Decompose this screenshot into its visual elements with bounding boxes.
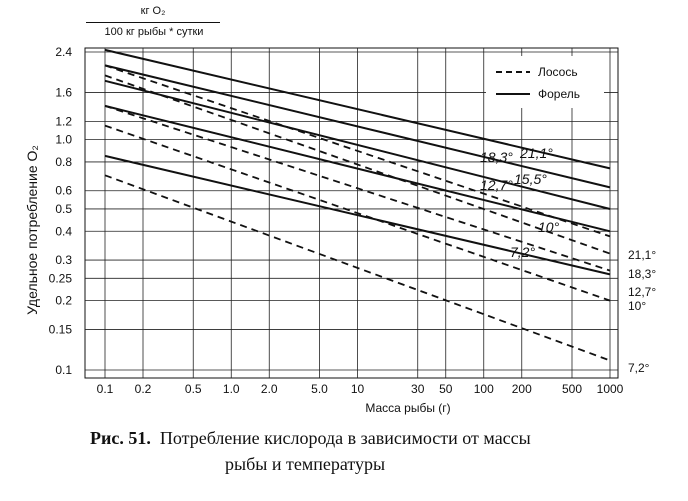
y-tick-label: 0.25 — [48, 271, 72, 286]
x-tick-label: 50 — [439, 382, 453, 396]
y-tick-label: 0.1 — [55, 363, 72, 377]
y-tick-label: 2.4 — [55, 45, 72, 59]
x-tick-label: 1000 — [596, 382, 624, 396]
x-tick-label: 0.5 — [184, 382, 202, 396]
y-tick-label: 0.15 — [48, 322, 72, 337]
inline-temp-label: 18,3° — [480, 149, 513, 165]
x-tick-label: 100 — [473, 382, 494, 396]
inline-temp-label: 21,1° — [520, 145, 553, 161]
x-tick-label: 30 — [411, 382, 425, 396]
y-tick-label: 0.4 — [55, 224, 72, 239]
y-tick-label: 1.2 — [55, 114, 72, 129]
x-tick-label: 10 — [350, 382, 365, 396]
y-tick-label: 0.5 — [55, 201, 72, 216]
x-tick-label: 2.0 — [260, 382, 278, 396]
y-tick-label: 0.8 — [55, 154, 72, 169]
right-temp-label: 21,1° — [628, 248, 657, 262]
y-tick-label: 0.2 — [55, 293, 72, 308]
x-tick-label: 5.0 — [311, 382, 328, 396]
x-tick-label: 0.1 — [96, 382, 114, 396]
y-tick-label: 0.6 — [55, 183, 72, 198]
figure-caption-line1 — [90, 428, 531, 449]
figure-caption-number: Рис. 51. — [90, 428, 151, 448]
x-tick-label: 500 — [561, 382, 583, 396]
unit-denominator: 100 кг рыбы * сутки — [104, 26, 204, 38]
right-temp-label: 7,2° — [628, 361, 650, 375]
right-temp-label: 12,7° — [628, 285, 657, 299]
y-tick-label: 0.3 — [55, 253, 72, 268]
inline-temp-label: 7,2° — [510, 244, 536, 260]
inline-temp-label: 15,5° — [514, 171, 547, 187]
inline-temp-label: 12,7° — [480, 177, 513, 193]
legend-label: Форель — [538, 87, 580, 101]
right-temp-label: 18,3° — [628, 267, 657, 281]
x-tick-label: 0.2 — [134, 382, 152, 396]
unit-numerator: кг O₂ — [140, 5, 166, 17]
inline-temp-label: 10° — [538, 219, 560, 235]
x-tick-label: 200 — [511, 382, 532, 396]
legend-label: Лосось — [538, 65, 578, 79]
y-tick-label: 1.0 — [55, 132, 72, 147]
x-tick-label: 1.0 — [222, 382, 240, 396]
x-axis-label: Масса рыбы (г) — [365, 401, 451, 415]
right-temp-label: 10° — [628, 299, 647, 313]
y-tick-label: 1.6 — [55, 85, 72, 100]
figure-caption-line2: рыбы и температуры — [225, 454, 386, 474]
figure-caption-text: Потребление кислорода в зависимости от массы — [159, 428, 531, 448]
y-axis-label: Удельное потребление O₂ — [24, 145, 40, 315]
